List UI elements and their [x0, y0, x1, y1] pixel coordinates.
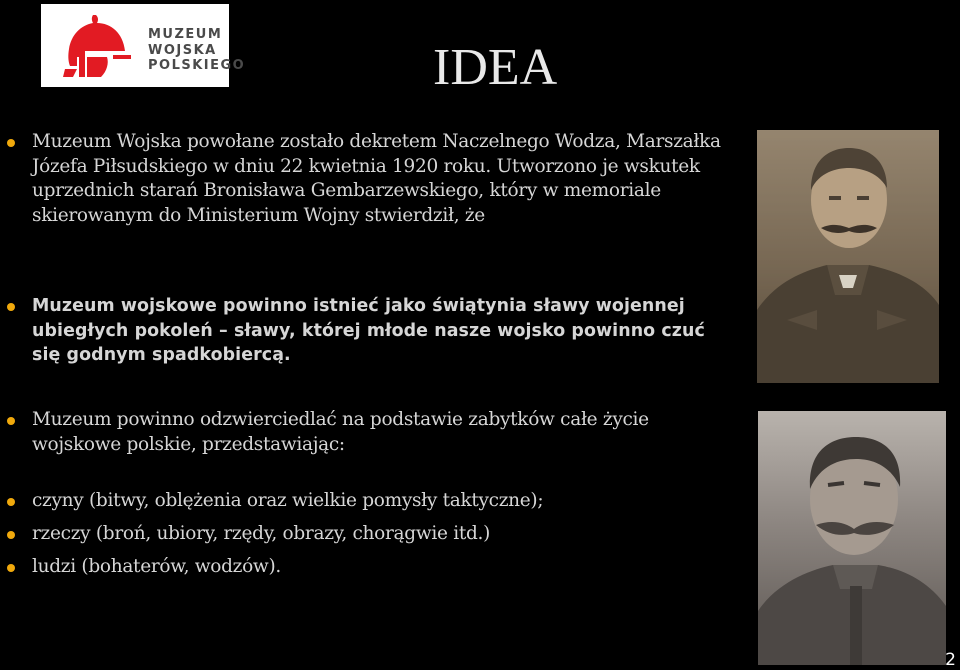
portrait-photo-gembarzewski	[757, 130, 939, 383]
bullet-things: rzeczy (broń, ubiory, rzędy, obrazy, chorągwie itd.)	[32, 522, 732, 547]
portrait-photo-pilsudski	[758, 411, 946, 665]
page-number: 2	[945, 650, 956, 670]
bullet-mission: Muzeum powinno odzwierciedlać na podstawie zabytków całe życie wojskowe polskie, przedstawiając:	[32, 408, 732, 457]
logo-line-1: MUZEUM	[148, 27, 223, 42]
bullet-people: ludzi (bohaterów, wodzów).	[32, 555, 732, 580]
slide-title: IDEA	[433, 39, 558, 96]
logo-line-2: WOJSKA	[148, 42, 217, 58]
bullet-quote: Muzeum wojskowe powinno istnieć jako świątynia sławy wojennej ubiegłych pokoleń – sławy, której młode nasze wojsko powinno czuć się godnym spadkobiercą.	[32, 294, 732, 368]
logo-line-3: POLSKIEGO	[148, 58, 246, 73]
bullet-deeds: czyny (bitwy, oblężenia oraz wielkie pomysły taktyczne);	[32, 489, 732, 514]
bullet-intro: Muzeum Wojska powołane zostało dekretem Naczelnego Wodza, Marszałka Józefa Piłsudskiego w dniu 22 kwietnia 1920 roku. Utworzono je wskutek uprzednich starań Bronisława Gembarzewskiego, który w memoriale skierowanym do Ministerium Wojny stwierdził, że	[32, 130, 732, 228]
